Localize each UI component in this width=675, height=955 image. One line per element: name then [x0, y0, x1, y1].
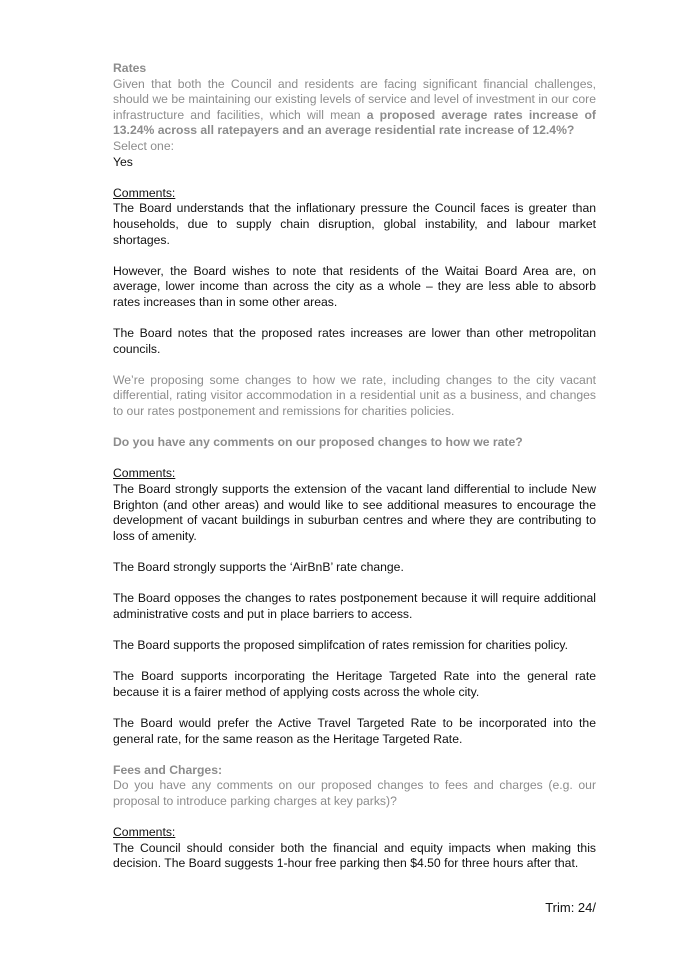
rates-comment-1: The Board understands that the inflationary pressure the Council faces is greater than households, due to supply chain disruption, global instability, and labour market shortages.	[113, 201, 596, 247]
rating-comment-4: The Board supports the proposed simplifcation of rates remission for charities policy.	[113, 637, 568, 652]
fees-heading: Fees and Charges:	[113, 762, 223, 777]
rates-question-text: Given that both the Council and residents are facing significant financial challenges, should we be maintaining our existing levels of service and level of investment in our core infrastructure and facilities, which will mean	[113, 76, 596, 122]
rating-changes-intro: We’re proposing some changes to how we rate, including changes to the city vacant differential, rating visitor accommodation in a residential unit as a business, and changes to our rates postponement and remissions for charities policies.	[113, 372, 596, 419]
fees-question: Do you have any comments on our proposed changes to fees and charges (e.g. our proposal to introduce parking charges at key parks)?	[113, 778, 596, 808]
rating-comment-1: The Board strongly supports the extension of the vacant land differential to include New Brighton (and other areas) and would like to see additional measures to encourage the development of vacant buildings in suburban centres and where they are contributing to loss of amenity.	[113, 482, 596, 543]
fees-comment-1: The Council should consider both the financial and equity impacts when making this decision. The Board suggests 1-hour free parking then $4.50 for three hours after that.	[113, 840, 596, 871]
rates-heading: Rates	[113, 61, 147, 75]
document-page	[113, 61, 596, 872]
rating-comment-5: The Board supports incorporating the Heritage Targeted Rate into the general rate because it is a fairer method of applying costs across the whole city.	[113, 669, 596, 699]
rates-comment-2: However, the Board wishes to note that residents of the Waitai Board Area are, on average, lower income than across the city as a whole – they are less able to absorb rates increases than in some other areas.	[113, 263, 596, 309]
rates-question-bold: a proposed average rates increase of 13.24% across all ratepayers and an average residential rate increase of 12.4%?	[113, 107, 596, 138]
select-label: Select one:	[113, 138, 174, 153]
fees-comments-label: Comments:	[113, 825, 176, 840]
rating-changes-comments-label: Comments:	[113, 466, 176, 481]
rating-comment-3: The Board opposes the changes to rates postponement because it will require additional administrative costs and put in place barriers to access.	[113, 591, 596, 621]
trim-reference: Trim: 24/	[545, 900, 596, 915]
rates-question	[113, 77, 596, 139]
rating-comment-2: The Board strongly supports the ‘AirBnB’ rate change.	[113, 560, 404, 574]
rating-comment-6: The Board would prefer the Active Travel Targeted Rate to be incorporated into the general rate, for the same reason as the Heritage Targeted Rate.	[113, 715, 596, 746]
rating-changes-question: Do you have any comments on our proposed changes to how we rate?	[113, 435, 523, 450]
rates-comments-label: Comments:	[113, 185, 176, 200]
selected-answer: Yes	[113, 154, 133, 169]
rates-comment-3: The Board notes that the proposed rates increases are lower than other metropolitan councils.	[113, 326, 596, 356]
